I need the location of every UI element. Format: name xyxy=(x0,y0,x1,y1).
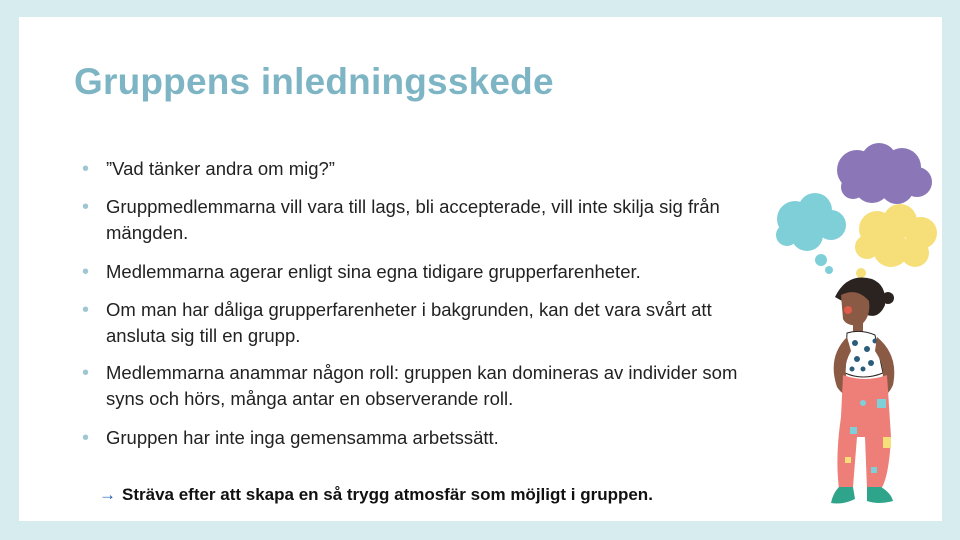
thinking-person-illustration xyxy=(757,137,957,527)
list-item xyxy=(74,259,774,285)
page-title: Gruppens inledningsskede xyxy=(74,61,554,102)
bullet-text: Gruppen har inte inga gemensamma arbetssätt. xyxy=(106,427,499,448)
list-item xyxy=(74,360,774,412)
thought-cloud-yellow-icon xyxy=(851,204,937,287)
list-item xyxy=(74,194,774,246)
arrow-right-icon: → xyxy=(99,485,116,504)
bullet-dot-icon: • xyxy=(82,362,90,384)
bullet-text: Gruppmedlemmarna vill vara till lags, bli accepterade, vill inte skilja sig från mängden. xyxy=(106,196,720,243)
thought-cloud-blue-icon xyxy=(776,193,846,274)
list-item xyxy=(74,425,774,451)
slide xyxy=(19,17,942,521)
bullet-text: Medlemmarna agerar enligt sina egna tidigare grupperfarenheter. xyxy=(106,261,641,282)
conclusion-text xyxy=(99,485,653,505)
thought-cloud-purple-icon xyxy=(837,143,932,204)
bullet-dot-icon: • xyxy=(82,158,90,180)
conclusion-label: Sträva efter att skapa en så trygg atmosfär som möjligt i gruppen. xyxy=(122,485,653,504)
bullet-dot-icon: • xyxy=(82,299,90,321)
bullet-dot-icon: • xyxy=(82,427,90,449)
list-item xyxy=(74,156,774,182)
list-item xyxy=(74,297,774,349)
bullet-dot-icon: • xyxy=(82,196,90,218)
bullet-dot-icon: • xyxy=(82,261,90,283)
bullet-text: Medlemmarna anammar någon roll: gruppen kan domineras av individer som syns och hörs, många antar en observerande roll. xyxy=(106,362,738,409)
bullet-text: ”Vad tänker andra om mig?” xyxy=(106,158,335,179)
bullet-text: Om man har dåliga grupperfarenheter i bakgrunden, kan det vara svårt att ansluta sig till en grupp. xyxy=(106,299,712,346)
